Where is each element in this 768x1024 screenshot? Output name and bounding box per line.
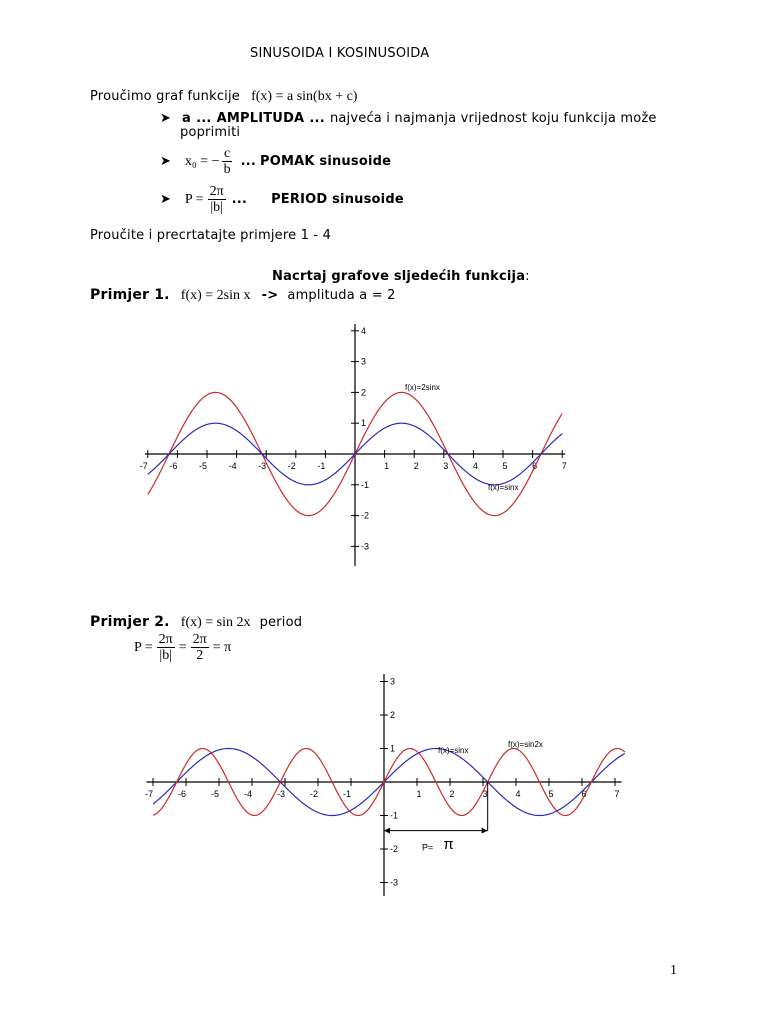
shift-fraction	[222, 146, 233, 177]
x-tick-label: -7	[140, 461, 148, 471]
task-heading-text: Nacrtaj grafove sljedećih funkcija	[272, 269, 526, 284]
x-tick-label: 6	[532, 461, 538, 471]
chart-example-2	[140, 670, 630, 900]
series-label: f(x)=sinx	[438, 746, 469, 755]
y-tick-label: -2	[390, 844, 399, 854]
example-2-formula: f(x) = sin 2x	[180, 615, 251, 630]
fraction-numerator: 2π	[192, 632, 207, 647]
x-tick-label: -3	[276, 789, 286, 799]
ellipsis: ...	[196, 111, 212, 126]
x-tick-label: -4	[243, 789, 253, 799]
example-2-note: period	[259, 615, 303, 630]
x-tick-label: -1	[342, 789, 352, 799]
ellipsis: ...	[231, 192, 248, 207]
page-number: 1	[670, 963, 677, 978]
arrow-bullet-icon: ➤	[160, 154, 171, 169]
period-fraction	[208, 184, 226, 215]
series-label: f(x)=2sinx	[405, 383, 440, 392]
bullet-shift	[160, 146, 391, 177]
shift-label: POMAK sinusoide	[260, 154, 392, 169]
y-tick-label: 2	[390, 710, 396, 720]
shift-lhs: x₀ = −	[184, 153, 220, 169]
period-eq-fraction-1	[157, 632, 175, 663]
amplitude-text: najveća i najmanja vrijednost koju funkcija može	[329, 111, 657, 126]
arrow-left-icon	[384, 828, 390, 834]
y-tick-label: -1	[390, 810, 399, 821]
y-tick-label: 3	[390, 676, 396, 687]
period-lhs: P =	[184, 191, 204, 207]
x-tick-label: -6	[177, 789, 187, 799]
general-formula: f(x) = a sin(bx + c)	[251, 89, 358, 104]
arrow-bullet-icon: ➤	[160, 111, 171, 126]
example-1-formula: f(x) = 2sin x	[180, 288, 251, 303]
ellipsis: ...	[309, 111, 325, 126]
period-eq-fraction-2	[191, 632, 209, 663]
x-tick-label: 7	[614, 789, 620, 799]
bullet-amplitude	[160, 107, 657, 126]
x-tick-label: -5	[210, 789, 220, 799]
example-2-label: Primjer 2.	[90, 614, 170, 630]
amplitude-text-cont: poprimiti	[180, 125, 241, 140]
arrow-right-icon	[482, 828, 488, 834]
series-label: f(x)=sin2x	[508, 740, 543, 749]
ellipsis: ...	[240, 154, 256, 169]
bullet-period	[160, 184, 404, 215]
task-heading	[272, 265, 530, 284]
example-1-note: amplituda a = 2	[287, 288, 396, 303]
intro-lead: Proučimo graf funkcije	[90, 89, 240, 104]
period-annotation-symbol: π	[443, 836, 454, 853]
x-tick-label: 7	[561, 461, 567, 471]
x-tick-label: -2	[309, 789, 319, 799]
x-tick-label: 4	[472, 461, 478, 471]
example-1-label: Primjer 1.	[90, 287, 170, 303]
y-tick-label: 3	[361, 356, 367, 367]
colon: :	[525, 269, 530, 284]
example-1-heading	[90, 284, 396, 304]
period-eq-rhs: = π	[212, 639, 232, 655]
x-tick-label: 2	[449, 789, 455, 799]
chart-example-1	[140, 320, 580, 570]
period-annotation-label: P=	[421, 842, 434, 853]
intro-line	[90, 85, 357, 105]
x-tick-label: 5	[502, 461, 508, 471]
amplitude-symbol: a	[182, 111, 191, 126]
equals: =	[178, 639, 187, 655]
y-tick-label: 1	[361, 418, 367, 429]
x-tick-label: 2	[413, 461, 419, 471]
x-tick-label: 1	[384, 461, 390, 471]
period-label: PERIOD sinusoide	[271, 192, 404, 207]
instruction: Proučite i precrtatajte primjere 1 - 4	[90, 228, 332, 243]
y-tick-label: -3	[361, 541, 370, 552]
fraction-numerator: c	[223, 146, 231, 161]
x-tick-label: 3	[482, 789, 488, 799]
x-tick-label: 3	[443, 461, 449, 471]
period-eq-lhs: P =	[134, 639, 153, 655]
arrow-bullet-icon: ➤	[160, 192, 171, 207]
x-tick-label: 5	[548, 789, 554, 799]
example-2-heading	[90, 611, 302, 631]
page-title: SINUSOIDA I KOSINUSOIDA	[250, 46, 430, 61]
amplitude-label: AMPLITUDA	[216, 111, 305, 126]
fraction-numerator: 2π	[158, 632, 173, 647]
y-tick-label: 1	[390, 743, 396, 754]
fraction-denominator: 2	[196, 648, 204, 663]
period-equation	[134, 632, 231, 663]
y-tick-label: 2	[361, 387, 367, 398]
y-tick-label: 4	[361, 325, 367, 336]
x-tick-label: -4	[228, 461, 237, 471]
y-tick-label: -1	[361, 479, 370, 490]
arrow: ->	[261, 288, 279, 303]
fraction-denominator: |b|	[210, 200, 223, 215]
x-tick-label: 6	[581, 789, 587, 799]
x-tick-label: -3	[258, 461, 267, 471]
y-tick-label: -3	[390, 877, 399, 888]
x-tick-label: -5	[198, 461, 208, 471]
y-tick-label: -2	[361, 510, 370, 521]
series-label: f(x)=sinx	[488, 483, 519, 492]
x-tick-label: -1	[317, 461, 326, 471]
x-tick-label: 1	[416, 789, 422, 799]
fraction-denominator: |b|	[159, 648, 173, 663]
x-tick-label: -7	[144, 789, 154, 799]
fraction-numerator: 2π	[209, 184, 224, 199]
x-tick-label: -2	[287, 461, 296, 471]
fraction-denominator: b	[223, 162, 231, 177]
x-tick-label: -6	[169, 461, 178, 471]
x-tick-label: 4	[515, 789, 521, 799]
